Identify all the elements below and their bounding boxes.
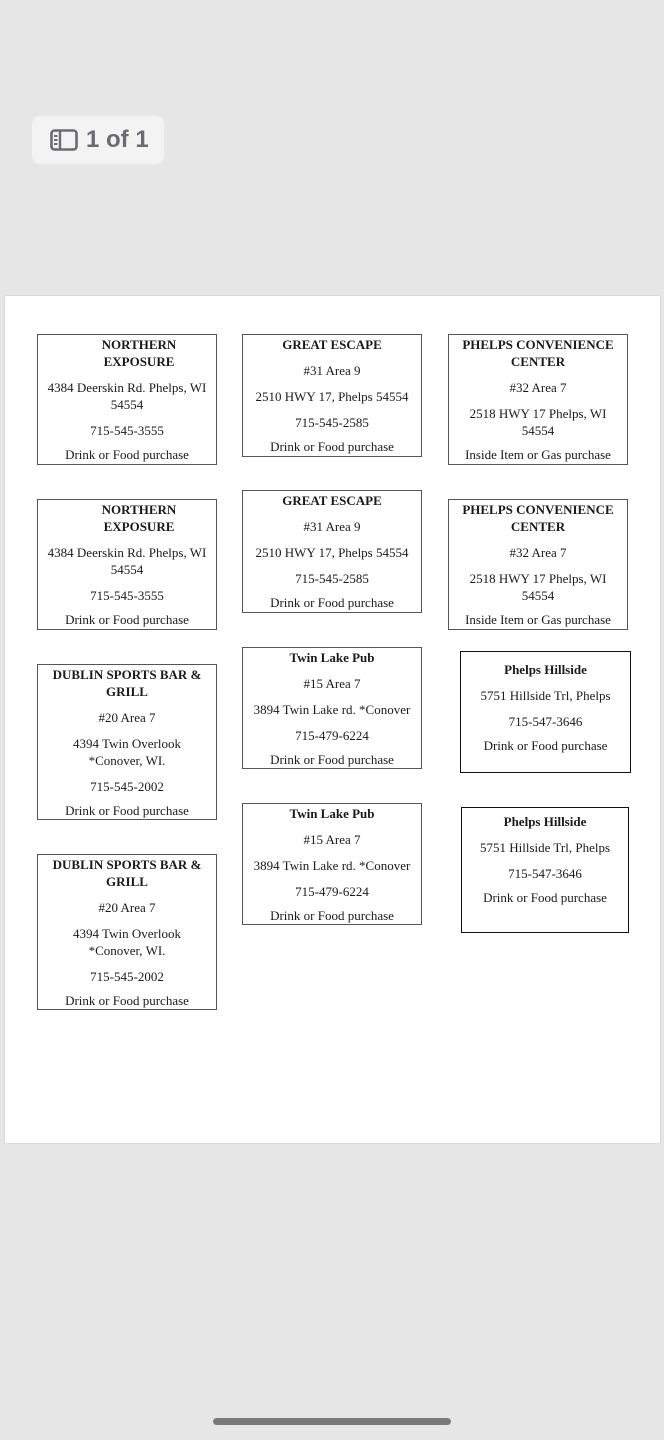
card-great-escape bbox=[242, 334, 422, 457]
card-address: 5751 Hillside Trl, Phelps bbox=[480, 688, 611, 703]
card-northern-exposure bbox=[37, 499, 217, 630]
card-phone: 715-547-3646 bbox=[508, 714, 583, 729]
card-title bbox=[42, 501, 212, 535]
card-phone: 715-545-3555 bbox=[90, 423, 164, 438]
card-offer: Inside Item or Gas purchase bbox=[465, 447, 611, 462]
card-offer: Drink or Food purchase bbox=[270, 752, 394, 767]
card-offer: Inside Item or Gas purchase bbox=[465, 612, 611, 627]
card-twin-lake-pub bbox=[242, 647, 422, 769]
card-address: 4384 Deerskin Rd. Phelps, WI 54554 bbox=[47, 380, 207, 412]
card-offer: Drink or Food purchase bbox=[270, 439, 394, 454]
card-offer: Drink or Food purchase bbox=[483, 738, 608, 753]
card-title-text: NORTHERN EXPOSURE bbox=[101, 502, 177, 534]
card-offer: Drink or Food purchase bbox=[65, 612, 189, 627]
card-title: PHELPS CONVENIENCE CENTER bbox=[462, 337, 614, 369]
card-great-escape bbox=[242, 490, 422, 613]
page-count: 1 of 1 bbox=[86, 126, 149, 153]
document-page bbox=[5, 296, 660, 1143]
card-phelps-convenience bbox=[448, 499, 628, 630]
card-title: GREAT ESCAPE bbox=[282, 493, 382, 508]
card-title-text: NORTHERN EXPOSURE bbox=[101, 337, 177, 369]
card-address: 4384 Deerskin Rd. Phelps, WI 54554 bbox=[47, 545, 207, 577]
card-phone: 715-479-6224 bbox=[295, 884, 369, 899]
card-phone: 715-545-2002 bbox=[90, 969, 164, 984]
card-address: 4394 Twin Overlook *Conover, WI. bbox=[73, 736, 181, 768]
card-offer: Drink or Food purchase bbox=[270, 595, 394, 610]
card-offer: Drink or Food purchase bbox=[483, 890, 607, 905]
card-title: DUBLIN SPORTS BAR & GRILL bbox=[52, 667, 202, 699]
card-title: PHELPS CONVENIENCE CENTER bbox=[462, 502, 614, 534]
card-phone: 715-545-3555 bbox=[90, 588, 164, 603]
card-area: #32 Area 7 bbox=[509, 380, 567, 395]
card-phone: 715-545-2585 bbox=[295, 415, 369, 430]
card-phone: 715-479-6224 bbox=[295, 728, 369, 743]
card-address: 2518 HWY 17 Phelps, WI 54554 bbox=[469, 571, 607, 603]
card-address: 4394 Twin Overlook *Conover, WI. bbox=[73, 926, 181, 958]
card-dublin-sports-bar bbox=[37, 854, 217, 1010]
card-offer: Drink or Food purchase bbox=[65, 447, 189, 462]
card-area: #15 Area 7 bbox=[303, 832, 361, 847]
card-title: Phelps Hillside bbox=[503, 814, 587, 829]
card-phone: 715-545-2585 bbox=[295, 571, 369, 586]
card-phone: 715-547-3646 bbox=[508, 866, 582, 881]
card-area: #20 Area 7 bbox=[98, 900, 156, 915]
card-title bbox=[42, 336, 212, 370]
card-area: #32 Area 7 bbox=[509, 545, 567, 560]
card-twin-lake-pub bbox=[242, 803, 422, 925]
card-title: Phelps Hillside bbox=[504, 662, 587, 677]
card-northern-exposure bbox=[37, 334, 217, 465]
page-view-icon bbox=[50, 129, 78, 151]
card-title: Twin Lake Pub bbox=[289, 806, 375, 821]
card-dublin-sports-bar bbox=[37, 664, 217, 820]
card-area: #15 Area 7 bbox=[303, 676, 361, 691]
card-offer: Drink or Food purchase bbox=[65, 803, 189, 818]
card-phone: 715-545-2002 bbox=[90, 779, 164, 794]
card-address: 3894 Twin Lake rd. *Conover bbox=[253, 858, 411, 873]
card-area: #31 Area 9 bbox=[303, 519, 361, 534]
card-title: GREAT ESCAPE bbox=[282, 337, 382, 352]
card-phelps-hillside bbox=[460, 651, 631, 773]
card-address: 3894 Twin Lake rd. *Conover bbox=[253, 702, 411, 717]
card-offer: Drink or Food purchase bbox=[65, 993, 189, 1008]
card-address: 2518 HWY 17 Phelps, WI 54554 bbox=[469, 406, 607, 438]
card-area: #31 Area 9 bbox=[303, 363, 361, 378]
card-title: DUBLIN SPORTS BAR & GRILL bbox=[52, 857, 202, 889]
card-address: 2510 HWY 17, Phelps 54554 bbox=[255, 545, 409, 560]
card-address: 2510 HWY 17, Phelps 54554 bbox=[255, 389, 409, 404]
card-phelps-hillside bbox=[461, 807, 629, 933]
card-address: 5751 Hillside Trl, Phelps bbox=[479, 840, 611, 855]
card-offer: Drink or Food purchase bbox=[270, 908, 394, 923]
home-indicator[interactable] bbox=[213, 1418, 451, 1425]
card-title: Twin Lake Pub bbox=[289, 650, 375, 665]
page-indicator[interactable] bbox=[32, 116, 164, 164]
card-area: #20 Area 7 bbox=[98, 710, 156, 725]
card-phelps-convenience bbox=[448, 334, 628, 465]
